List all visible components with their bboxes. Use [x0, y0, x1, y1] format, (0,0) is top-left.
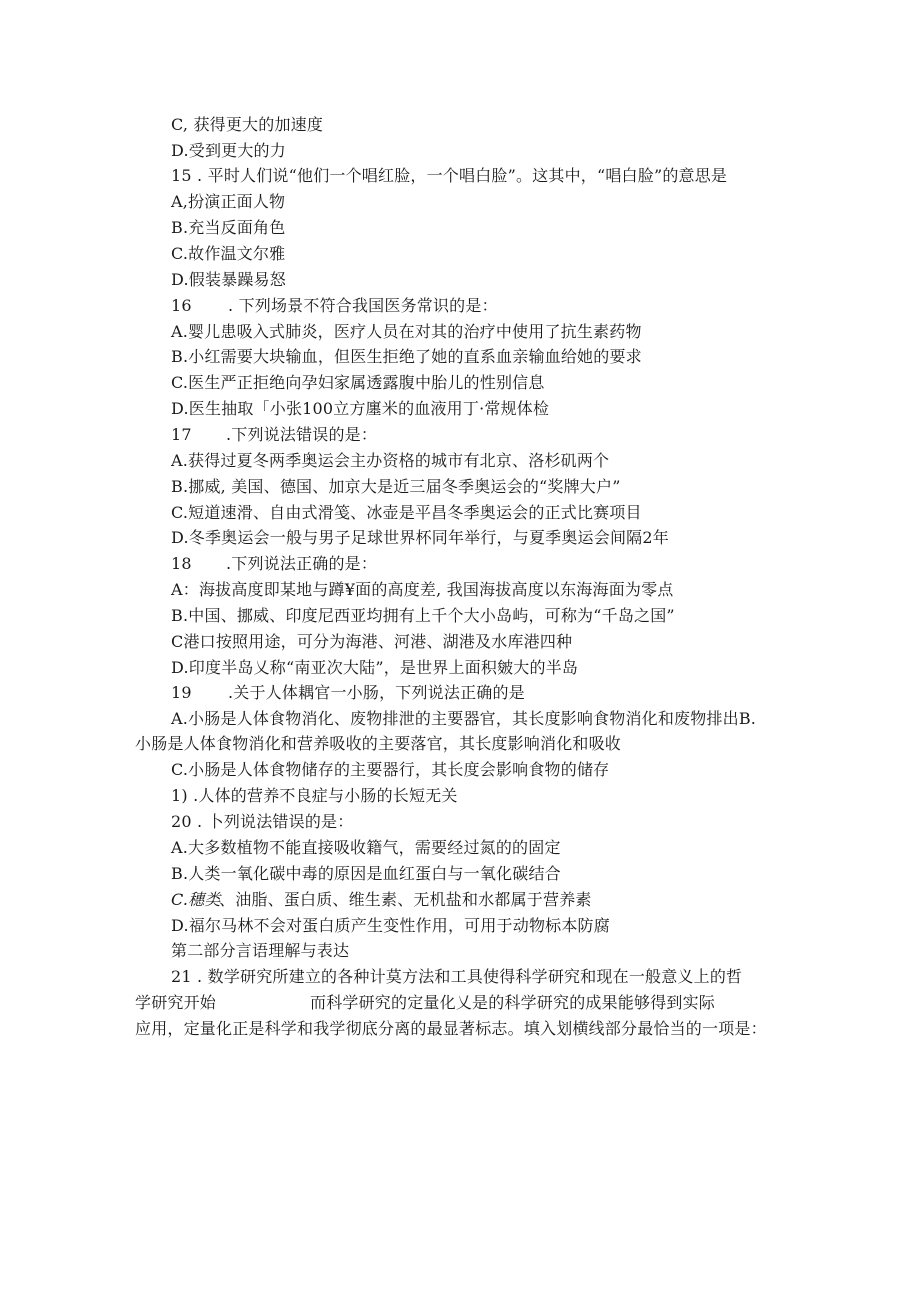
question-17-number: 17 [171, 425, 192, 444]
question-17: .下列说法错误的是： [226, 425, 378, 444]
option-b-q18: B.中国、挪威、印度尼西亚均拥有上千个大小岛屿，可称为“千岛之国” [171, 606, 675, 625]
question-18-number: 18 [171, 554, 192, 573]
option-c-q20: 、油脂、蛋白质、维生素、无机盐和水都属于营养素 [219, 890, 592, 909]
option-d-q19: 1) .人体的营养不良症与小肠的长短无关 [171, 786, 458, 805]
option-a-q16: A.婴儿患吸入式肺炎，医疗人员在对其的治疗中使用了抗生素药物 [171, 322, 642, 341]
option-c-q16: C.医生严正拒绝向孕妇家属透露腹中胎儿的性别信息 [171, 373, 545, 392]
option-a-q20: A.大多数植物不能直接吸收籍气，需要经过氮的的固定 [171, 838, 561, 857]
option-c-q14: C, 获得更大的加速度 [171, 115, 324, 134]
option-c-q17: C.短道速滑、自由式滑笺、冰壶是平昌冬季奥运会的正式比赛项目 [171, 503, 642, 522]
question-16-number: 16 [171, 296, 192, 315]
option-b-q16: B.小红需要大块输血，但医生拒绝了她的直系血亲输血给她的要求 [171, 347, 642, 366]
option-c-q20-label: C.穗类 [171, 890, 221, 909]
option-c-q15: C.故作温文尔雅 [171, 244, 286, 263]
question-19-number: 19 [171, 683, 192, 702]
option-a-q19: A.小肠是人体食物消化、废物排泄的主要器官，其长度影响食物消化和废物排出B. [171, 709, 757, 728]
option-b-q19: 小肠是人体食物消化和营养吸收的主要落官，其长度影响消化和吸收 [135, 734, 622, 753]
question-21-line-2a: 学研究开始 [135, 993, 217, 1012]
question-16: . 下列场景不符合我国医务常识的是： [228, 296, 498, 315]
option-c-q18: C港口按照用途，可分为海港、河港、湖港及水库港四种 [171, 632, 573, 651]
question-15: 15 . 平时人们说“他们一个唱红脸，一个唱白脸”。这其中，“唱白脸”的意思是 [171, 166, 728, 185]
option-d-q15: D.假装暴躁易怒 [171, 270, 286, 289]
question-20: 20 . 卜列说法错误的是： [171, 812, 354, 831]
option-a-q17: A.获得过夏冬两季奥运会主办资格的城市有北京、洛杉矶两个 [171, 451, 610, 470]
option-d-q14: D.受到更大的力 [171, 141, 286, 160]
option-d-q16: D.医生抽取「小张100立方廛米的血液用丁·常规体检 [171, 399, 550, 418]
question-19: .关于人体耦官一小肠，下列说法正确的是 [228, 683, 525, 702]
option-d-q18: D.印度半岛乂称“南亚次大陆”，是世界上面积皴大的半岛 [171, 658, 579, 677]
section-heading: 第二部分言语理解与表达 [171, 941, 350, 960]
question-18: .下列说法正确的是： [226, 554, 378, 573]
option-b-q20: B.人类一氧化碳中毒的原因是血红蛋白与一氧化碳结合 [171, 864, 561, 883]
option-d-q20: D.福尔马林不会对蛋白质产生变性作用，可用于动物标本防腐 [171, 916, 610, 935]
option-a-q15: A,扮演正面人物 [171, 192, 286, 211]
option-b-q15: B.充当反面角色 [171, 218, 286, 237]
option-d-q17: D.冬季奥运会一般与男子足球世界杯同年举行，与夏季奥运会间隔2年 [171, 528, 669, 547]
option-a-q18: A：海拔高度即某地与蹲¥面的高度差, 我国海拔高度以东海海面为零点 [171, 580, 674, 599]
question-21: 21 . 数学研究所建立的各种计莫方法和工具使得科学研究和现在一般意义上的哲 [171, 967, 743, 986]
option-b-q17: B.挪威, 美国、德国、加京大是近三届冬季奥运会的“奖牌大户” [171, 477, 621, 496]
question-21-line-2b: 而科学研究的定量化乂是的科学研究的成果能够得到实际 [310, 993, 716, 1012]
question-21-line-3: 应用，定量化正是科学和我学彻底分离的最显著标志。填入划横线部分最恰当的一项是： [135, 1019, 767, 1038]
option-c-q19: C.小肠是人体食物储存的主要器行，其长度会影响食物的储存 [171, 760, 610, 779]
